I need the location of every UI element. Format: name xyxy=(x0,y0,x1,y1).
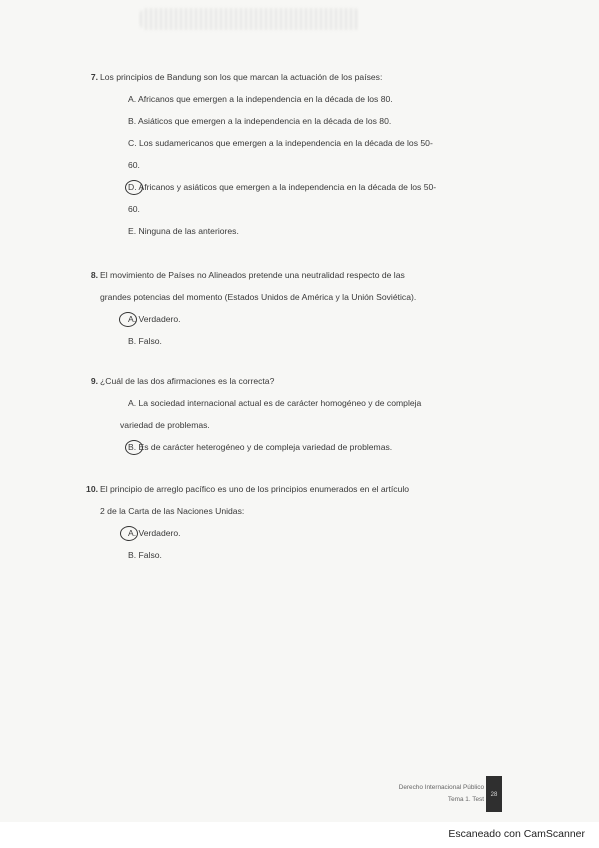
option-a-continued: variedad de problemas. xyxy=(120,420,210,430)
page-number-box xyxy=(486,776,502,812)
answer-circle xyxy=(120,526,138,541)
option-a: A. La sociedad internacional actual es de carácter homogéneo y de compleja xyxy=(128,398,422,408)
question-10 xyxy=(86,478,480,566)
option-b: B. Es de carácter heterogéneo y de compleja variedad de problemas. xyxy=(128,442,393,452)
question-number: 9. xyxy=(90,376,98,386)
question-number: 7. xyxy=(90,72,98,82)
option-a: A. Verdadero. xyxy=(128,528,181,538)
question-text: Los principios de Bandung son los que marcan la actuación de los países: xyxy=(100,72,383,82)
option-b: B. Asiáticos que emergen a la independencia en la década de los 80. xyxy=(128,116,392,126)
option-d: D. Africanos y asiáticos que emergen a la independencia en la década de los 50- xyxy=(128,182,437,192)
option-b-selected xyxy=(100,436,480,458)
question-text-line1: El principio de arreglo pacífico es uno de los principios enumerados en el artículo xyxy=(100,484,410,494)
answer-circle xyxy=(125,440,143,455)
footer-course: Derecho Internacional Público xyxy=(398,784,484,791)
answer-circle xyxy=(125,180,143,195)
question-number: 8. xyxy=(90,270,98,280)
page-number: 28 xyxy=(490,792,498,798)
question-text-line1: El movimiento de Países no Alineados pretende una neutralidad respecto de las xyxy=(100,270,405,280)
question-text: ¿Cuál de las dos afirmaciones es la correcta? xyxy=(100,376,275,386)
option-c: C. Los sudamericanos que emergen a la independencia en la década de los 50- xyxy=(128,138,433,148)
question-text-line2: 2 de la Carta de las Naciones Unidas: xyxy=(100,506,245,516)
footer xyxy=(284,782,484,806)
option-b: B. Falso. xyxy=(128,336,162,346)
option-d-continued: 60. xyxy=(128,204,140,214)
option-a: A. Africanos que emergen a la independencia en la década de los 80. xyxy=(128,94,393,104)
option-a-selected xyxy=(100,308,480,330)
option-d-selected xyxy=(100,176,480,198)
question-8 xyxy=(90,264,480,352)
scan-artifact xyxy=(140,8,360,30)
scanner-stamp: Escaneado con CamScanner xyxy=(448,828,585,840)
option-e: E. Ninguna de las anteriores. xyxy=(128,226,239,236)
option-a-selected xyxy=(100,522,480,544)
answer-circle xyxy=(119,312,137,327)
question-number: 10. xyxy=(86,484,98,494)
option-a: A. Verdadero. xyxy=(128,314,181,324)
scanner-stamp-bar xyxy=(0,822,599,848)
option-c-continued: 60. xyxy=(128,160,140,170)
footer-topic: Tema 1. Test xyxy=(447,796,484,803)
question-9 xyxy=(90,370,480,458)
question-text-line2: grandes potencias del momento (Estados Unidos de América y la Unión Soviética). xyxy=(100,292,417,302)
option-b: B. Falso. xyxy=(128,550,162,560)
question-7 xyxy=(90,66,480,242)
